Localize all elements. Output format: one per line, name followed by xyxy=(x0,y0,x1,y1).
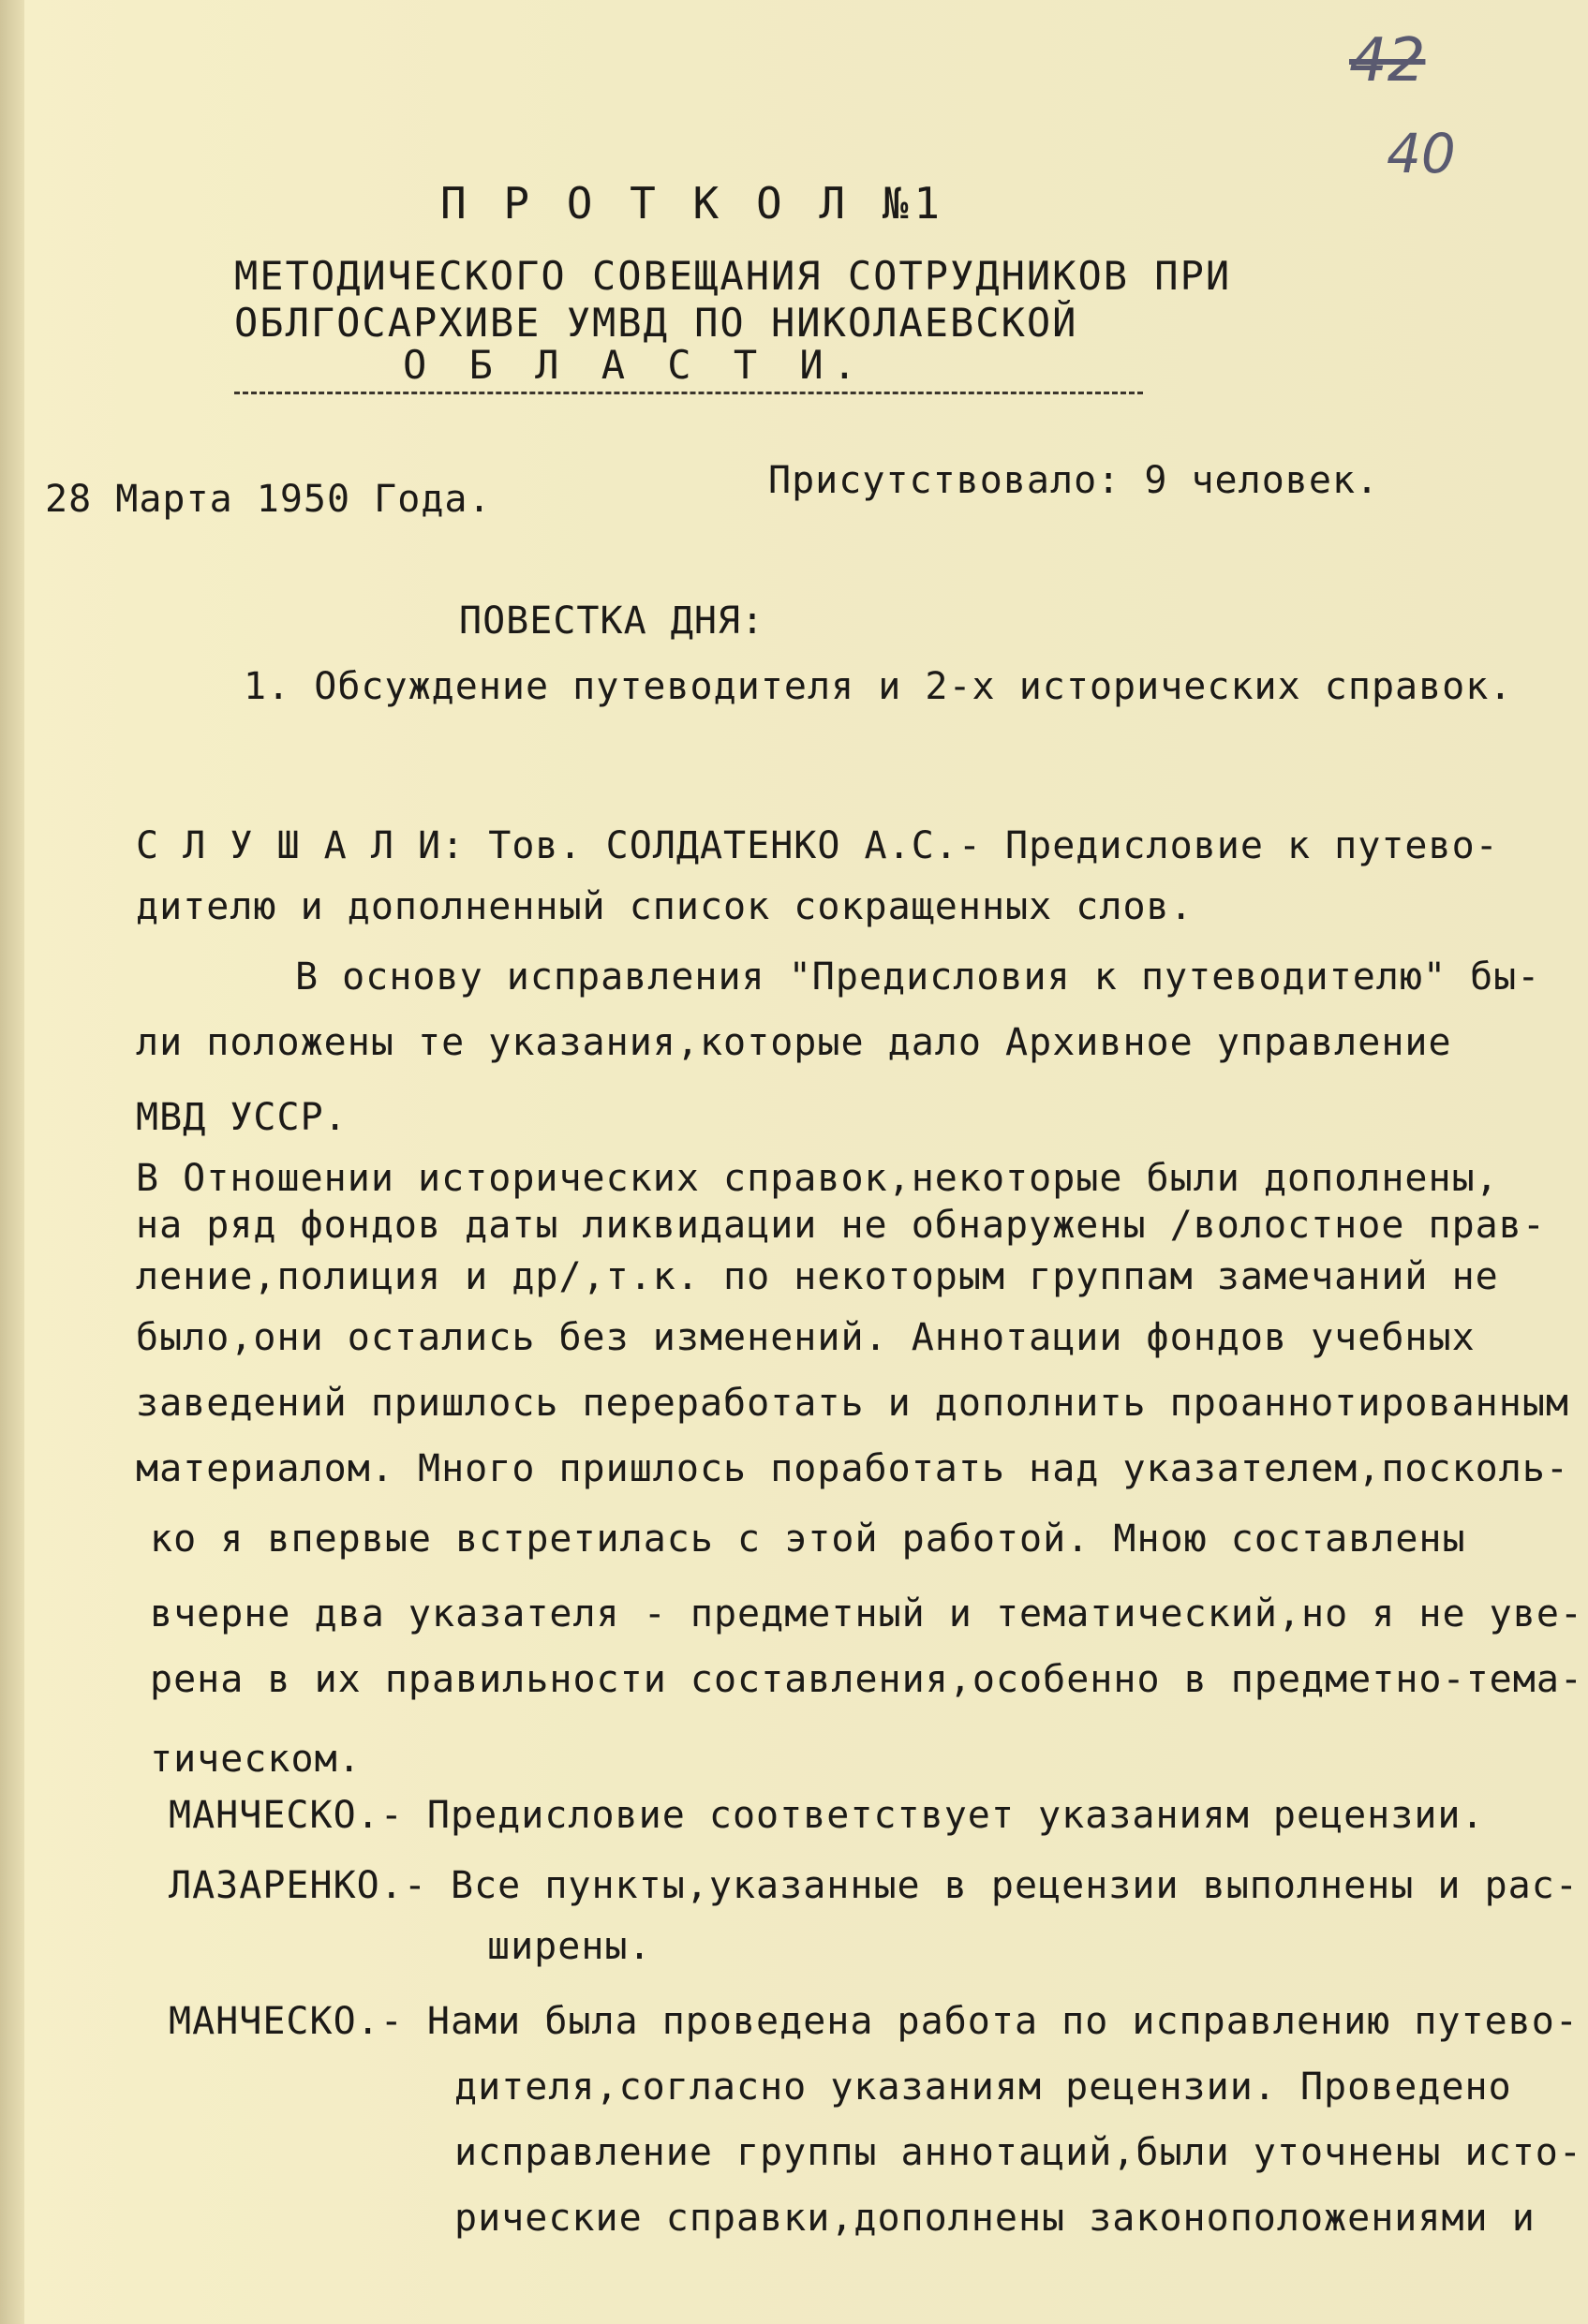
body-line-21: исправление группы аннотаций,были уточнены исто- xyxy=(454,2131,1582,2174)
archive-number-current: 40 xyxy=(1387,122,1456,185)
attendance: Присутствовало: 9 человек. xyxy=(768,459,1380,502)
subtitle-line-2: ОБЛГОСАРХИВЕ УМВД ПО НИКОЛАЕВСКОЙ xyxy=(234,300,1078,346)
document-title: П Р О Т К О Л №1 xyxy=(440,178,946,229)
body-line-02: дителю и дополненный список сокращенных слов. xyxy=(136,885,1194,928)
body-line-08: ление,полиция и др/,т.к. по некоторым группам замечаний не xyxy=(136,1255,1499,1298)
body-line-10: заведений пришлось переработать и дополнить проаннотированным xyxy=(136,1382,1570,1425)
subtitle-line-1: МЕТОДИЧЕСКОГО СОВЕЩАНИЯ СОТРУДНИКОВ ПРИ xyxy=(234,253,1232,299)
agenda-heading: ПОВЕСТКА ДНЯ: xyxy=(459,600,765,643)
meeting-date: 28 Марта 1950 Года. xyxy=(45,478,492,521)
body-line-03: В основу исправления "Предисловия к путеводителю" бы- xyxy=(295,955,1541,999)
body-line-09: было,они остались без изменений. Аннотации фондов учебных xyxy=(136,1316,1476,1359)
archive-number-struck: 42 xyxy=(1349,26,1426,96)
body-line-19: МАНЧЕСКО.- Нами была проведена работа по исправлению путево- xyxy=(169,2000,1579,2043)
body-line-18: ширены. xyxy=(487,1925,652,1968)
title-underline xyxy=(234,392,1143,394)
body-line-14: рена в их правильности составления,особенно в предметно-тема- xyxy=(150,1658,1584,1701)
body-line-12: ко я впервые встретилась с этой работой. Мною составлены xyxy=(150,1517,1466,1561)
body-line-06: В Отношении исторических справок,некоторые были дополнены, xyxy=(136,1157,1499,1200)
agenda-item-1: 1. Обсуждение путеводителя и 2-х исторических справок. xyxy=(244,665,1513,708)
body-line-13: вчерне два указателя - предметный и тематический,но я не уве- xyxy=(150,1592,1584,1636)
subtitle-line-3: О Б Л А С Т И. xyxy=(403,342,867,388)
body-line-17: ЛАЗАРЕНКО.- Все пункты,указанные в рецензии выполнены и рас- xyxy=(169,1864,1579,1907)
body-line-22: рические справки,дополнены законоположениями и xyxy=(454,2197,1536,2240)
body-line-05: МВД УССР. xyxy=(136,1096,348,1139)
body-line-15: тическом. xyxy=(150,1738,362,1781)
page-binding-edge xyxy=(0,0,24,2324)
body-line-04: ли положены те указания,которые дало Архивное управление xyxy=(136,1021,1452,1064)
body-line-20: дителя,согласно указаниям рецензии. Проведено xyxy=(454,2065,1512,2109)
body-line-16: МАНЧЕСКО.- Предисловие соответствует указаниям рецензии. xyxy=(169,1794,1485,1837)
body-line-01: С Л У Ш А Л И: Тов. СОЛДАТЕНКО А.С.- Предисловие к путево- xyxy=(136,824,1499,867)
body-line-07: на ряд фондов даты ликвидации не обнаружены /волостное прав- xyxy=(136,1204,1546,1247)
body-line-11: материалом. Много пришлось поработать над указателем,посколь- xyxy=(136,1447,1570,1490)
